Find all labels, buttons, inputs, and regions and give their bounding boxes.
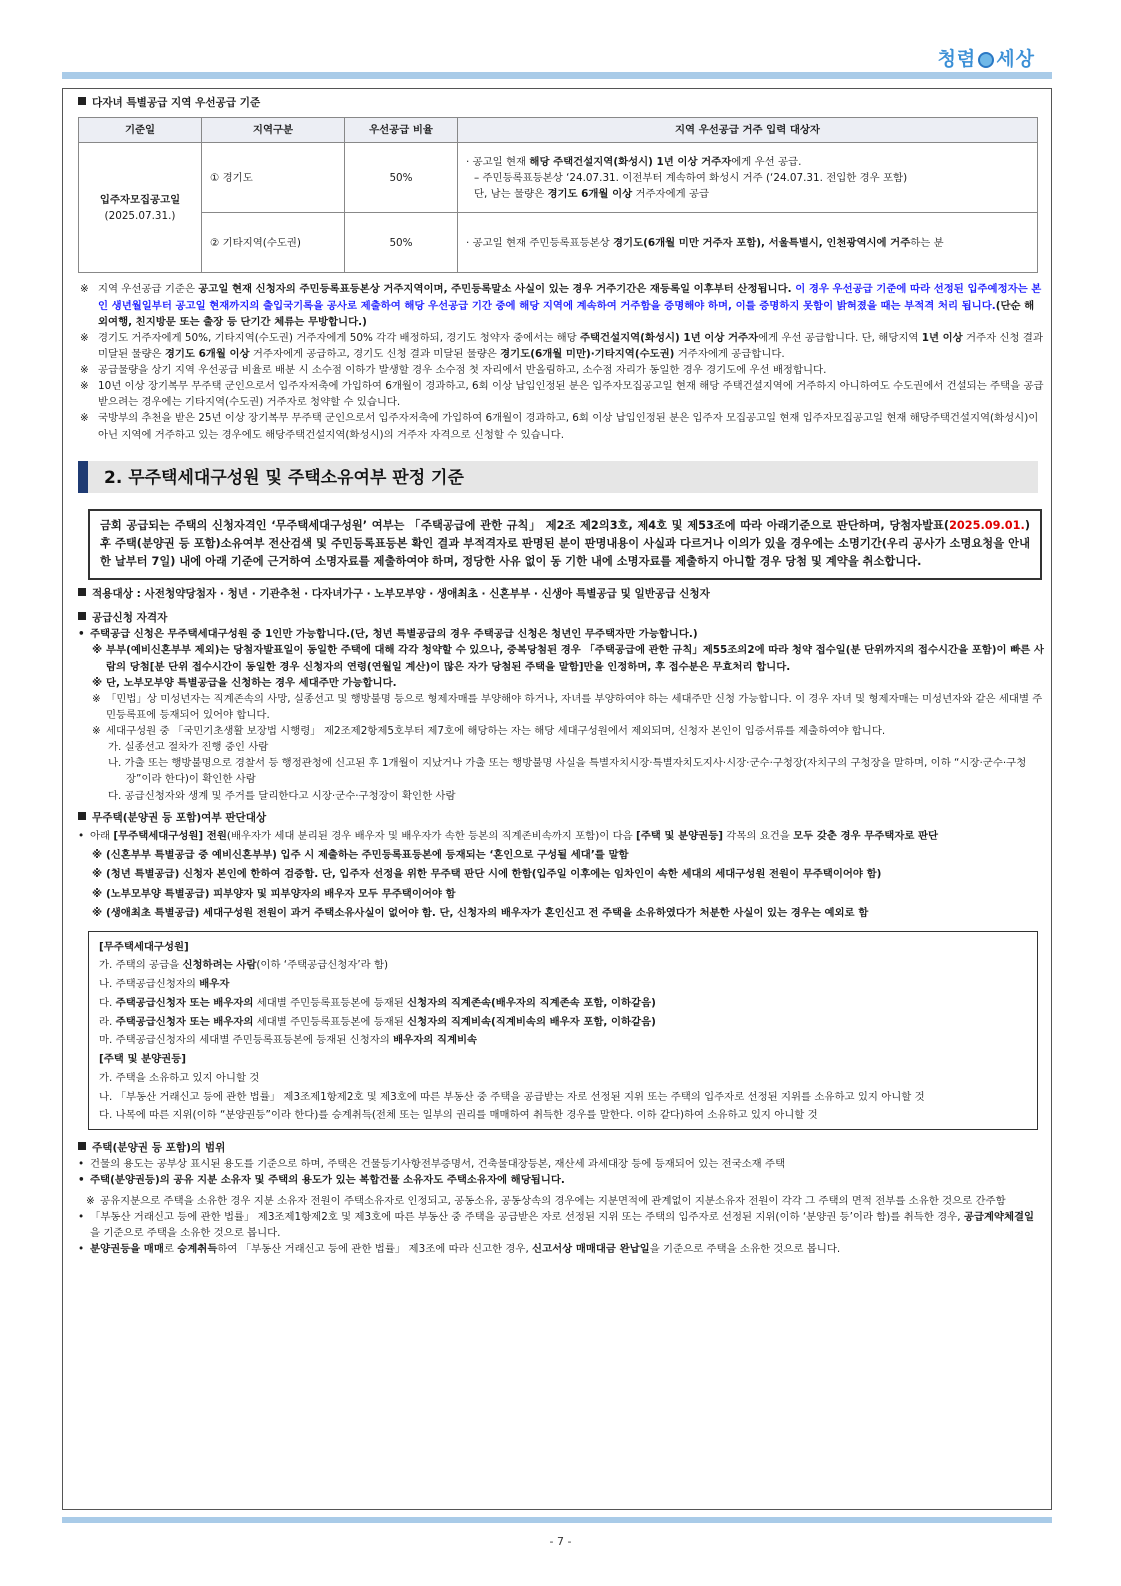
square-bullet-icon [78,97,86,105]
top-rule [62,72,1052,79]
list-item: ※ 부부(예비신혼부부 제외)는 당첨자발표일이 동일한 주택에 대해 각각 청약할 수 있으나, 중복당첨된 경우 「주택공급에 관한 규칙」제55조의2에 따라 청약 접수일(분 단위까지의 접수시간을 포함)이 빠른 사람의 당첨[분 단위 접수시간이 동일한 경우 신청자의 연령(연월일 계산)이 많은 자가 당첨된 주택을 말함]만을 인정하며, 후 접수분은 무효처리 합니다. [92,644,1044,673]
note-item: ※ 경기도 거주자에게 50%, 기타지역(수도권) 거주자에게 50% 각각 배정하되, 경기도 청약자 중에서는 해당 주택건설지역(화성시) 1년 이상 거주자에게 우선 공급합니다. 단, 해당지역 1년 이상 거주자 신청 결과 미달된 물량은 경기도 6개월 이상 거주자에게 공급하고, 경기도 신청 결과 미달된 물량은 경기도(6개월 미만)·기타지역(수도권) 거주자에게 공급합니다. [80,331,1043,360]
ratio-cell: 50% [345,143,458,213]
list-item: ※ 공유지분으로 주택을 소유한 경우 지분 소유자 전원이 주택소유자로 인정되고, 공동소유, 공동상속의 경우에는 지분면적에 관계없이 지분소유자 전원이 각각 그 주택의 면적 전부를 소유한 것으로 간주함 [86,1194,1006,1207]
list-item: • 건물의 용도는 공부상 표시된 용도를 기준으로 하며, 주택은 건물등기사항전부증명서, 건축물대장등본, 재산세 과세대장 등에 등재되어 있는 전국소재 주택 [78,1158,786,1171]
list-item: ※ 「민법」상 미성년자는 직계존속의 사망, 실종선고 및 행방불명 등으로 형제자매를 부양해야 하거나, 자녀를 부양하여야 하는 세대주만 신청 가능합니다. 이 경우 자녀 및 형제자매는 미성년자와 같은 세대별 주민등록표에 등재되어 있어야 합니다. [92,692,1043,721]
note-item: ※ 10년 이상 장기복무 무주택 군인으로서 입주자저축에 가입하여 6개월이 경과하고, 6회 이상 납입인정된 분은 입주자모집공고일 현재 해당 주택건설지역에 거주하지 아니하여도 수도권에서 건설되는 주택을 공급받으려는 경우에는 기타지역(수도권) 거주자로 청약할 수 있습니다. [80,380,1044,409]
qualification-heading: 공급신청 자격자 [78,610,1044,626]
scope-list [78,1156,1044,1257]
table-row [79,213,1038,273]
definition-box [88,931,1038,1130]
col-header: 우선공급 비율 [345,118,458,143]
logo-text-left: 청렴 [937,48,977,70]
qualification-list [78,626,1044,803]
box-item: 나. 주택공급신청자의 배우자 [99,978,230,991]
table-header-row [79,118,1038,143]
bottom-rule [62,1517,1052,1523]
square-bullet-icon [78,588,86,596]
list-item: • 분양권등을 매매로 승계취득하여 「부동산 거래신고 등에 관한 법률」 제3조에 따라 신고한 경우, 신고서상 매매대금 완납일을 기준으로 주택을 소유한 것으로 봅니다. [78,1242,841,1255]
judge-list [78,828,1044,921]
base-date-cell: 입주자모집공고일 (2025.07.31.) [79,143,202,273]
list-item: ※ 단, 노부모부양 특별공급을 신청하는 경우 세대주만 가능합니다. [92,676,397,689]
list-subitem: 나. 가출 또는 행방불명으로 경찰서 등 행정관청에 신고된 후 1개월이 지났거나 가출 또는 행방불명 사실을 특별자치시장·특별자치도지사·시장·군수·구청장(자치구의 구청장을 말하며, 이하 “시장·군수·구청장”이라 한다)이 확인한 사람 [108,757,1027,786]
list-item: ※ (노부모부양 특별공급) 피부양자 및 피부양자의 배우자 모두 무주택이어야 함 [92,887,456,900]
priority-heading: 다자녀 특별공급 지역 우선공급 기준 [78,95,1044,111]
box-item: 라. 주택공급신청자 또는 배우자의 세대별 주민등록표등본에 등재된 신청자의 직계비속(직계비속의 배우자 포함, 이하같음) [99,1015,656,1028]
box-item: 다. 주택공급신청자 또는 배우자의 세대별 주민등록표등본에 등재된 신청자의 직계존속(배우자의 직계존속 포함, 이하같음) [99,996,656,1009]
box-heading: [주택 및 분양권등] [99,1053,186,1066]
scope-heading: 주택(분양권 등 포함)의 범위 [78,1140,1044,1156]
section-bar [78,461,88,493]
list-item: ※ (청년 특별공급) 신청자 본인에 한하여 검증함. 단, 입주자 선정을 위한 무주택 판단 시에 한함(입주일 이후에는 임차인이 속한 세대의 세대구성원 전원이 무주택이어야 함) [92,868,882,881]
logo [938,44,1035,71]
box-item: 가. 주택의 공급을 신청하려는 사람(이하 ‘주택공급신청자’라 함) [99,959,389,972]
note-item: ※ 국방부의 추천을 받은 25년 이상 장기복무 무주택 군인으로서 입주자저축에 가입하여 6개월이 경과하고, 6회 이상 납입인정된 분은 입주자 모집공고일 현재 입주자모집공고일 현재 해당주택건설지역(화성시)이 아닌 지역에 거주하고 있는 경우에도 해당주택건설지역(화성시)의 거주자 자격으로 신청할 수 있습니다. [80,412,1039,441]
criteria-box: 금회 공급되는 주택의 신청자격인 ‘무주택세대구성원’ 여부는 「주택공급에 관한 규칙」 제2조 제2의3호, 제4호 및 제53조에 따라 아래기준으로 판단하며, 당첨자발표(2025.09.01.) 후 주택(분양권 등 포함)소유여부 전산검색 및 주민등록표등본 확인 결과 부적격자로 판명된 분이 판명내용이 사실과 다르거나 이의가 있을 경우에는 소명기간(우리 공사가 소명요청을 안내한 날부터 7일) 내에 아래 기준에 근거하여 소명자료를 제출하여야 하며, 정당한 사유 없이 동 기한 내에 소명자료를 제출하지 아니할 경우 당첨 및 계약을 취소합니다. [88,509,1042,580]
list-item: ※ (신혼부부 특별공급 중 예비신혼부부) 입주 시 제출하는 주민등록표등본에 등재되는 ‘혼인으로 구성될 세대’를 말함 [92,849,629,862]
target-line: 적용대상 : 사전청약당첨자 · 청년 · 기관추천 · 다자녀가구 · 노부모부양 · 생애최초 · 신혼부부 · 신생아 특별공급 및 일반공급 신청자 [78,586,1044,602]
col-header: 지역 우선공급 거주 입력 대상자 [458,118,1038,143]
table-row [79,143,1038,213]
section-title: 2. 무주택세대구성원 및 주택소유여부 판정 기준 [104,467,464,488]
list-subitem: 가. 실종선고 절차가 진행 중인 사람 [108,741,269,754]
col-header: 기준일 [79,118,202,143]
square-bullet-icon [78,1142,86,1150]
priority-table [78,117,1038,273]
list-subitem: 다. 공급신청자와 생계 및 주거를 달리한다고 시장·군수·구청장이 확인한 사람 [108,789,456,802]
list-item: • 주택공급 신청은 무주택세대구성원 중 1인만 가능합니다.(단, 청년 특별공급의 경우 주택공급 신청은 청년인 무주택자만 가능합니다.) [78,628,698,641]
square-bullet-icon [78,612,86,620]
box-item: 가. 주택을 소유하고 있지 아니할 것 [99,1071,260,1084]
target-cell: · 공고일 현재 주민등록표등본상 경기도(6개월 미만 거주자 포함), 서울특별시, 인천광역시에 거주하는 분 [458,213,1038,273]
square-bullet-icon [78,812,86,820]
box-item: 나. 「부동산 거래신고 등에 관한 법률」 제3조제1항제2호 및 제3호에 따른 부동산 중 주택을 공급받는 자로 선정된 지위 또는 주택의 입주자로 선정된 지위를 소유하고 있지 아니할 것 [99,1090,925,1103]
list-item: • 주택(분양권등)의 공유 지분 소유자 및 주택의 용도가 있는 복합건물 소유자도 주택소유자에 해당됩니다. [78,1174,565,1187]
list-item: ※ 세대구성원 중 「국민기초생활 보장법 시행령」 제2조제2항제5호부터 제7호에 해당하는 자는 해당 세대구성원에서 제외되며, 신청자 본인이 입증서류를 제출하여야 합니다. [92,725,886,738]
region-cell: ① 경기도 [202,143,345,213]
list-item: • 아래 [무주택세대구성원] 전원(배우자가 세대 분리된 경우 배우자 및 배우자가 속한 등본의 직계존비속까지 포함)이 다음 [주택 및 분양권등] 각목의 요건을 모두 갖춘 경우 무주택자로 판단 [78,830,939,843]
box-item: 마. 주택공급신청자의 세대별 주민등록표등본에 등재된 신청자의 배우자의 직계비속 [99,1034,478,1047]
list-item: ※ (생애최초 특별공급) 세대구성원 전원이 과거 주택소유사실이 없어야 함. 단, 신청자의 배우자가 혼인신고 전 주택을 소유하였다가 처분한 사실이 있는 경우는 예외로 함 [92,906,869,919]
judge-heading: 무주택(분양권 등 포함)여부 판단대상 [78,810,1044,826]
col-header: 지역구분 [202,118,345,143]
section-heading [78,461,1038,493]
note-item: ※ 지역 우선공급 기준은 공고일 현재 신청자의 주민등록표등본상 거주지역이며, 주민등록말소 사실이 있는 경우 거주기간은 재등록일 이후부터 산정됩니다. 이 경우 우선공급 기준에 따라 선정된 입주예정자는 본인 생년월일부터 공고일 현재까지의 출입국기록을 공사로 제출하여 해당 우선공급 기간 중에 해당 지역에 계속하여 거주함을 증명해야 하며, 이를 증명하지 못함이 밝혀졌을 때는 부적격 처리 됩니다.(단순 해외여행, 친지방문 또는 출장 등 단기간 체류는 무방합니다.) [80,283,1042,328]
ratio-cell: 50% [345,213,458,273]
region-cell: ② 기타지역(수도권) [202,213,345,273]
notes-list [78,281,1044,442]
box-item: 다. 나목에 따른 지위(이하 “분양권등”이라 한다)를 승계취득(전체 또는 일부의 권리를 매매하여 취득한 경우를 말한다. 이하 같다)하여 소유하고 있지 아니할 것 [99,1109,818,1122]
page-content [78,95,1044,1257]
page-number: - 7 - [549,1535,572,1548]
logo-text-right: 세상 [996,48,1035,70]
list-item: • 「부동산 거래신고 등에 관한 법률」 제3조제1항제2호 및 제3호에 따른 부동산 중 주택을 공급받은 자로 선정된 지위 또는 주택의 입주자로 선정된 지위(이하 ‘분양권 등’이라 함)를 취득한 경우, 공급계약체결일을 기준으로 주택을 소유한 것으로 봅니다. [78,1210,1035,1239]
target-cell: · 공고일 현재 해당 주택건설지역(화성시) 1년 이상 거주자에게 우선 공급. – 주민등록표등본상 ‘24.07.31. 이전부터 계속하여 화성시 거주 (‘24.07.31. 전입한 경우 포함) 단, 남는 물량은 경기도 6개월 이상 거주자에게 공급 [458,143,1038,213]
note-item: ※ 공급물량을 상기 지역 우선공급 비율로 배분 시 소수점 이하가 발생할 경우 소수점 첫 자리에서 반올림하고, 소수점 자리가 동일한 경우 경기도에 우선 배정합니다. [80,364,827,377]
box-heading: [무주택세대구성원] [99,940,189,953]
logo-seal-icon [978,52,994,68]
